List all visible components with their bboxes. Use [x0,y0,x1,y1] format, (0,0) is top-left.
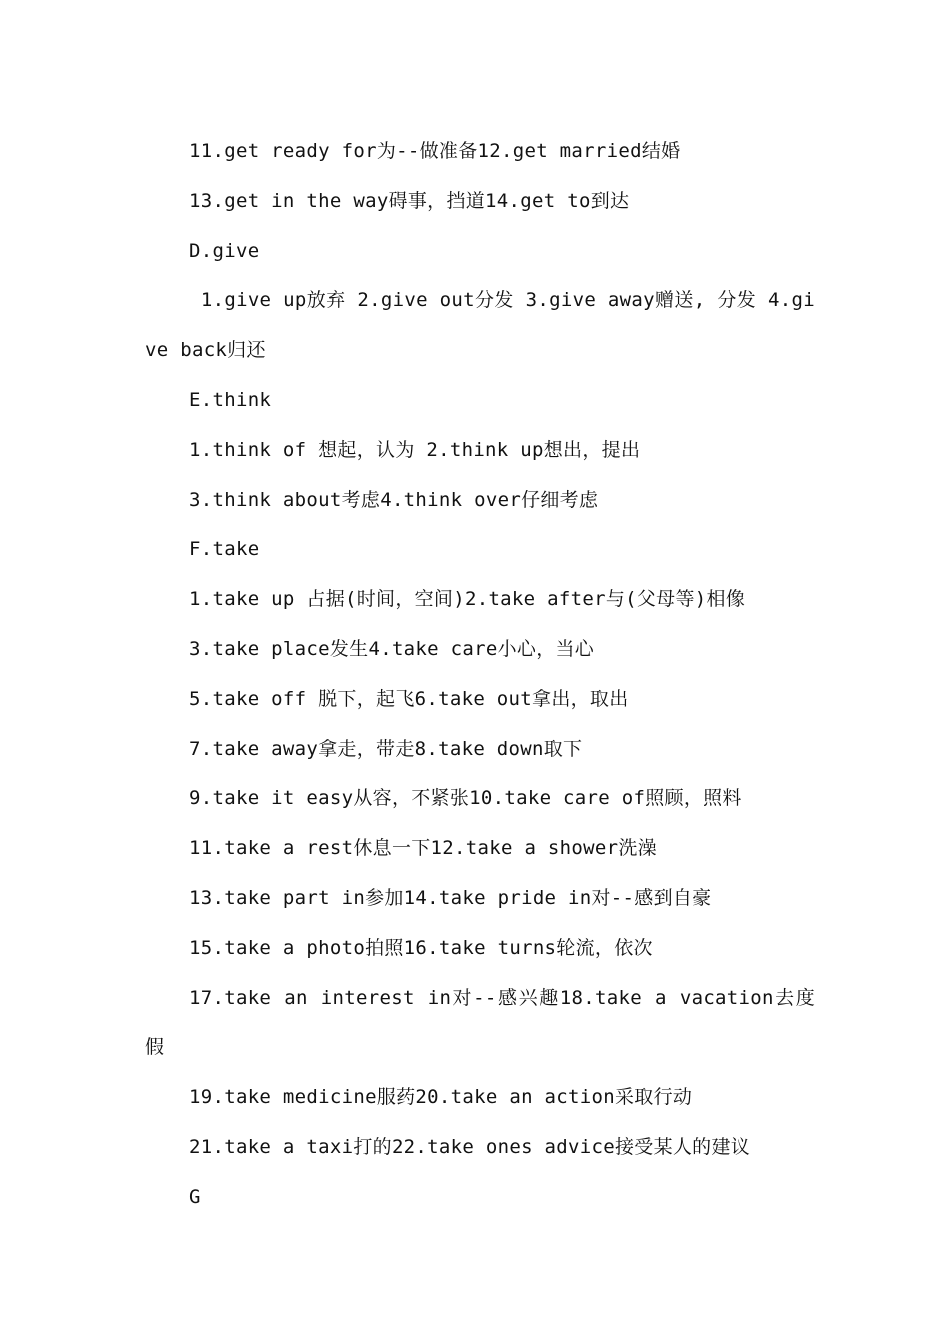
text-line: 11.take a rest休息一下12.take a shower洗澡 [189,837,657,860]
text-line: 7.take away拿走，带走8.take down取下 [189,737,583,760]
text-line: 3.take place发生4.take care小心，当心 [189,637,595,660]
text-line: 17.take an interest in对--感兴趣18.take a vacation去度假 [145,986,815,1059]
text-line: 13.take part in参加14.take pride in对--感到自豪 [189,886,712,909]
section-heading-g: G [189,1185,201,1208]
document-body [145,127,815,1223]
text-line: 15.take a photo拍照16.take turns轮流，依次 [189,936,653,959]
section-heading-take: F.take [189,538,260,561]
text-line: 9.take it easy从容，不紧张10.take care of照顾，照料 [189,787,742,810]
text-line: 21.take a taxi打的22.take ones advice接受某人的建议 [189,1135,751,1158]
section-heading-give: D.give [189,239,260,262]
text-line: 1.take up 占据(时间，空间)2.take after与(父母等)相像 [189,588,746,611]
text-line: 5.take off 脱下，起飞6.take out拿出，取出 [189,687,629,710]
text-line: 3.think about考虑4.think over仔细考虑 [189,488,599,511]
section-heading-think: E.think [189,388,272,411]
text-line: 1.give up放弃 2.give out分发 3.give away赠送, 分发 4.give back归还 [145,289,815,362]
text-line: 11.get ready for为--做准备12.get married结婚 [189,140,681,162]
text-line: 13.get in the way碍事，挡道14.get to到达 [189,189,630,212]
text-line: 19.take medicine服药20.take an action采取行动 [189,1086,693,1109]
text-line: 1.think of 想起，认为 2.think up想出，提出 [189,438,641,461]
